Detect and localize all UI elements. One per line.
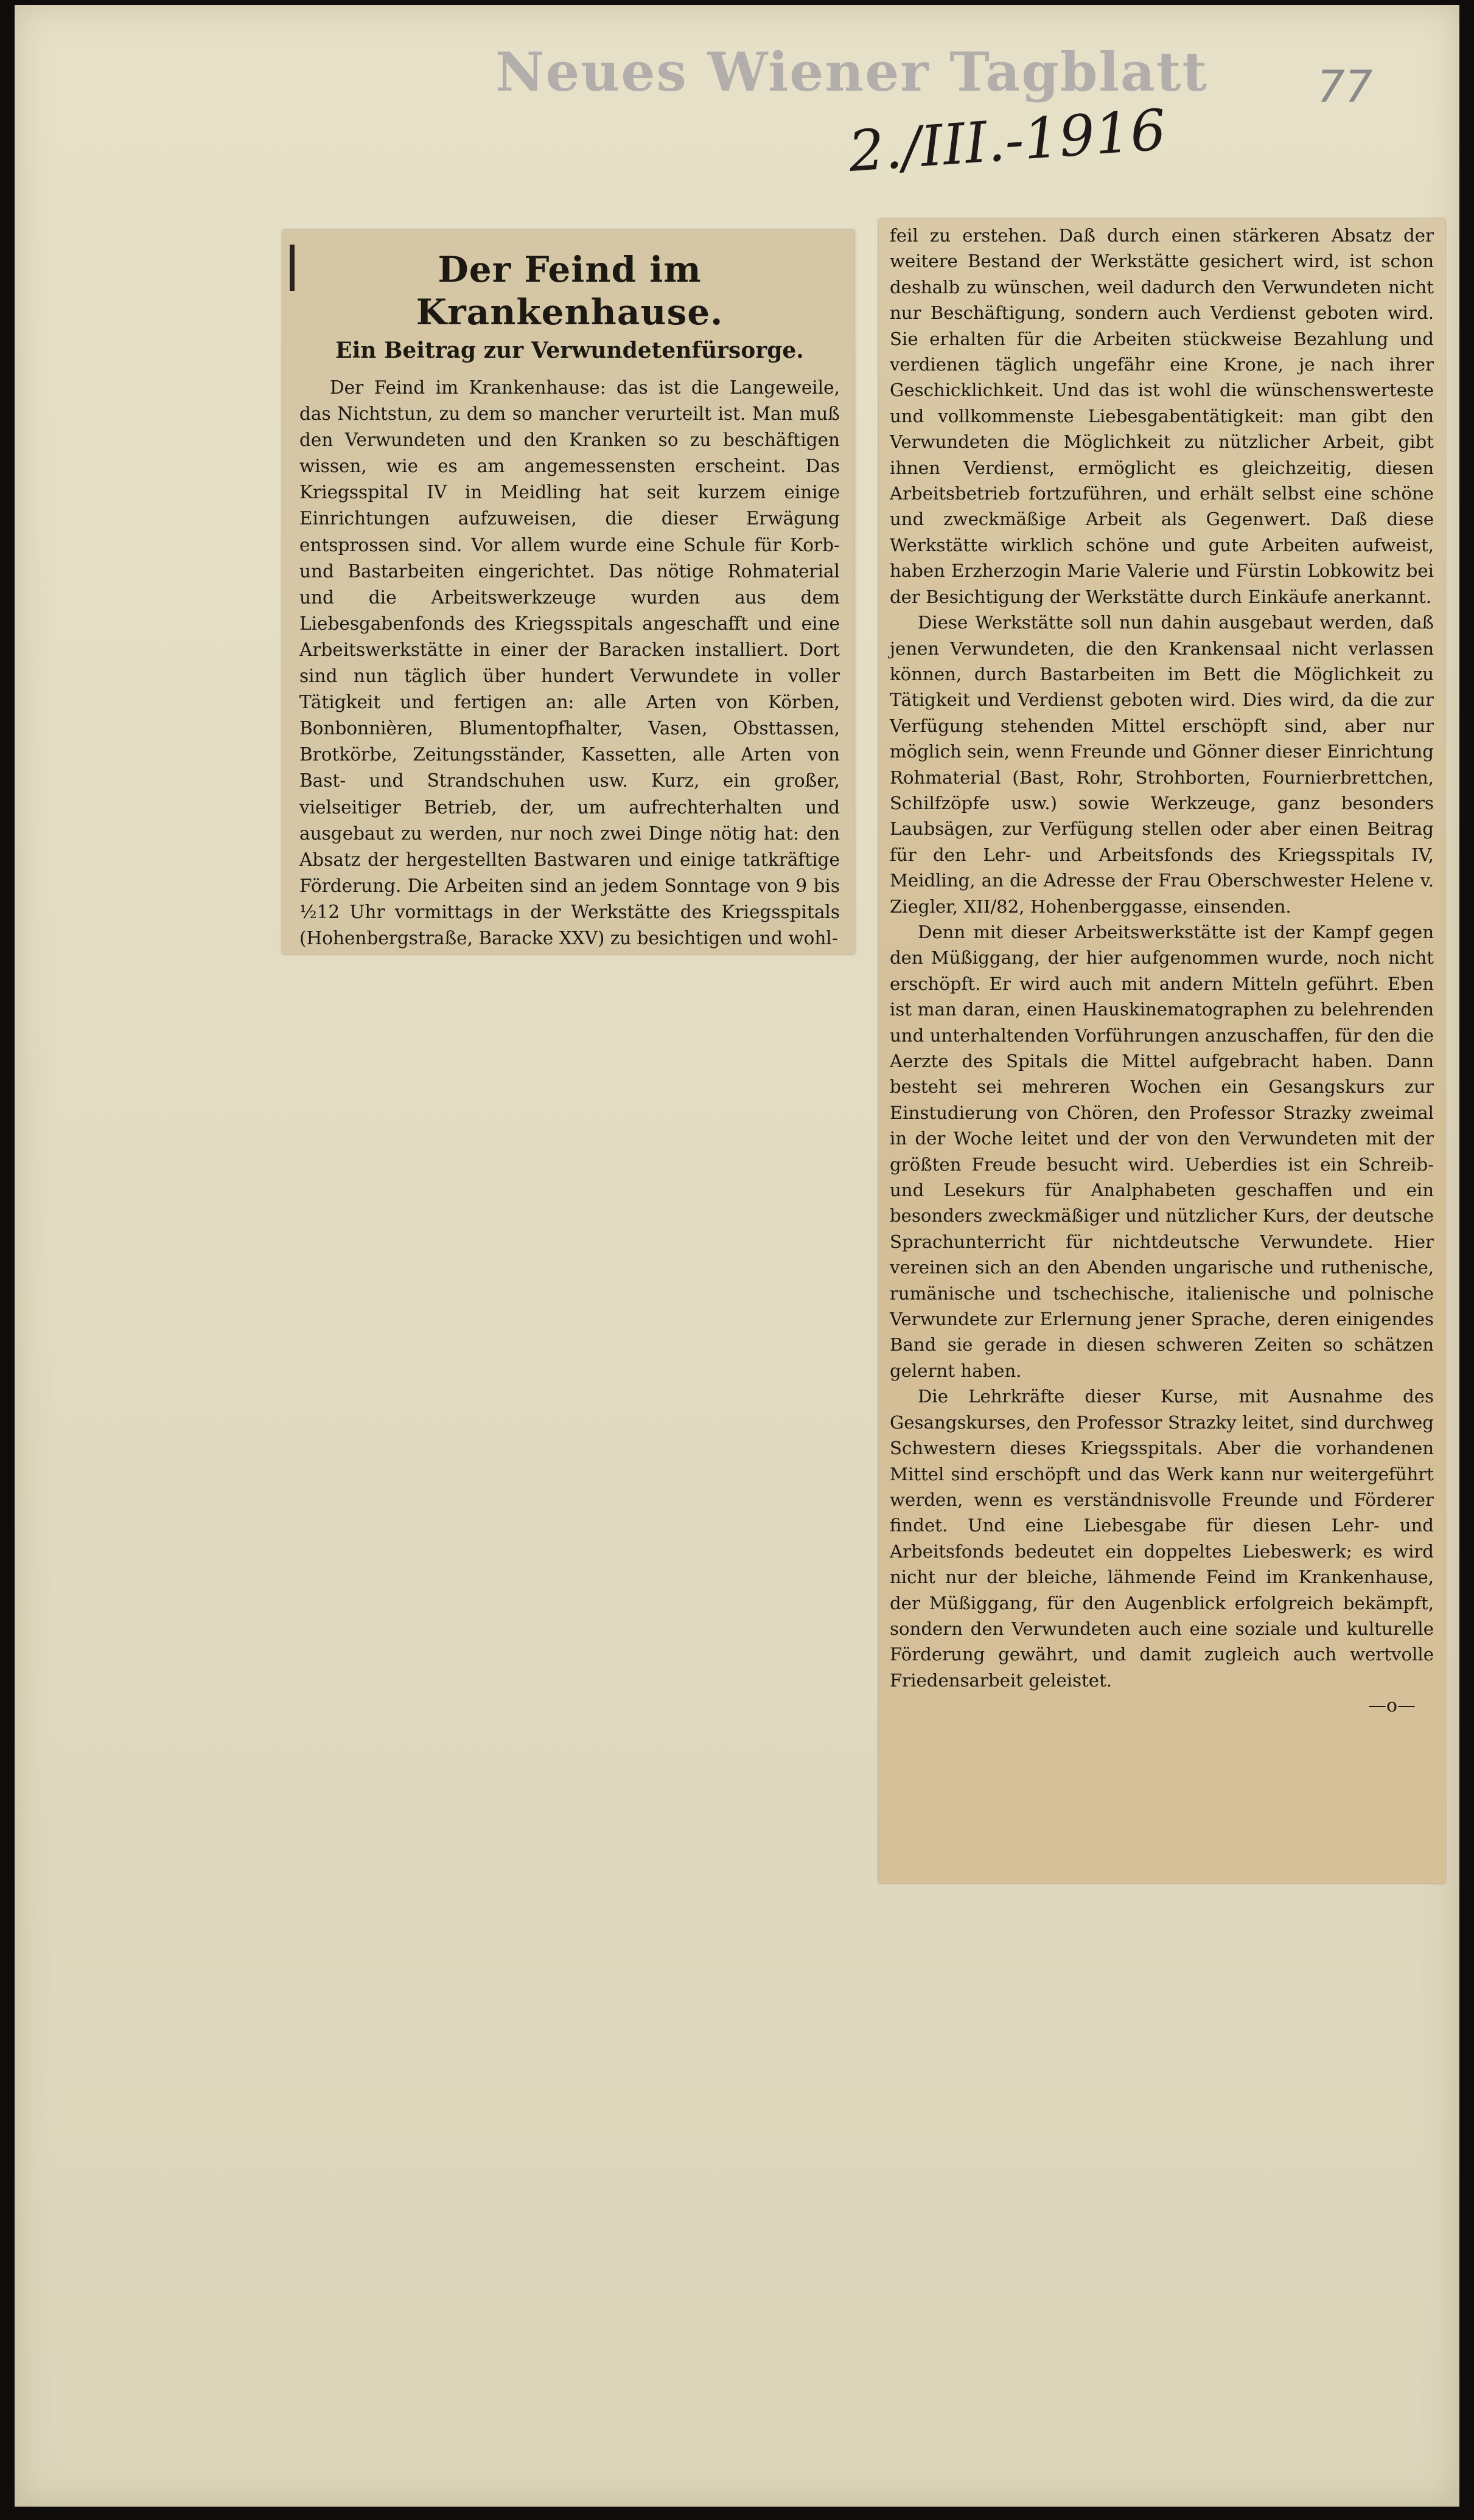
newspaper-stamp: Neues Wiener Tagblatt bbox=[495, 40, 1209, 103]
headline-rule bbox=[290, 245, 295, 291]
archive-sheet bbox=[15, 5, 1459, 2507]
right-paragraph: Die Lehrkräfte dieser Kurse, mit Ausnahme des Gesangskurses, den Professor Strazky leitet, sind durchweg Schwestern dieses Kriegsspitals. Aber die vorhandenen Mittel sind erschöpft und das Werk kann nur weitergeführt werden, wenn es verständnisvolle Freunde und Förderer findet. Und eine Liebesgabe für diesen Lehr- und Arbeitsfonds bedeutet ein doppeltes Liebeswerk; es wird nicht nur der bleiche, lähmende Feind im Krankenhause, der Müßiggang, für den Augenblick erfolgreich bekämpft, sondern den Verwundeten auch eine soziale und kulturelle Förderung gewährt, und damit zugleich auch wertvolle Friedensarbeit geleistet. bbox=[890, 1386, 1434, 1691]
article-headline: Der Feind im Krankenhause. bbox=[416, 249, 724, 333]
clipping-left-column bbox=[282, 230, 854, 954]
archive-number: 77 bbox=[1317, 61, 1373, 112]
clipping-right-column bbox=[879, 219, 1445, 1883]
left-paragraph: Der Feind im Krankenhause: das ist die Langeweile, das Nichtstun, zu dem so mancher verurteilt ist. Man muß den Verwundeten und den Kranken so zu beschäftigen wissen, wie es am angemessensten erscheint. Das Kriegsspital IV in Meidling hat seit kurzem einige Einrichtungen aufzuweisen, die dieser Erwägung entsprossen sind. Vor allem wurde eine Schule für Korb- und Bastarbeiten eingerichtet. Das nötige Rohmaterial und die Arbeitswerkzeuge wurden aus dem Liebesgabenfonds des Kriegsspitals angeschafft und eine Arbeitswerkstätte in einer der Baracken installiert. Dort sind nun täglich über hundert Verwundete in voller Tätigkeit und fertigen an: alle Arten von Körben, Bonbonnièren, Blumentopfhalter, Vasen, Obsttassen, Brotkörbe, Zeitungsständer, Kassetten, alle Arten von Bast- und Strandschuhen usw. Kurz, ein großer, vielseitiger Betrieb, der, um aufrechterhalten und ausgebaut zu werden, nur noch zwei Dinge nötig hat: den Absatz der hergestellten Bastwaren und einige tatkräftige Förderung. Die Arbeiten sind an jedem Sonntage von 9 bis ½12 Uhr vormittags in der Werkstätte des Kriegsspitals (Hohenbergstraße, Baracke XXV) zu besichtigen und wohl- bbox=[299, 377, 840, 948]
right-paragraph: feil zu erstehen. Daß durch einen stärkeren Absatz der weitere Bestand der Werkstätte gesichert wird, ist schon deshalb zu wünschen, weil dadurch den Verwundeten nicht nur Beschäftigung, sondern auch Verdienst geboten wird. Sie erhalten für die Arbeiten stückweise Bezahlung und verdienen täglich ungefähr eine Krone, je nach ihrer Geschicklichkeit. Und das ist wohl die wünschenswerteste und vollkommenste Liebesgabentätigkeit: man gibt den Verwundeten die Möglichkeit zu nützlicher Arbeit, gibt ihnen Verdienst, ermöglicht es gleichzeitig, diesen Arbeitsbetrieb fortzuführen, und erhält selbst eine schöne und zweckmäßige Arbeit als Gegenwert. Daß diese Werkstätte wirklich schöne und gute Arbeiten aufweist, haben Erzherzogin Marie Valerie und Fürstin Lobkowitz bei der Besichtigung der Werkstätte durch Einkäufe anerkannt. bbox=[890, 225, 1434, 607]
article-subheadline: Ein Beitrag zur Verwundetenfürsorge. bbox=[335, 338, 804, 363]
end-mark: —o— bbox=[1367, 1695, 1416, 1717]
right-column-text bbox=[890, 223, 1434, 1719]
left-column-text bbox=[299, 375, 840, 952]
right-paragraph: Denn mit dieser Arbeitswerkstätte ist der Kampf gegen den Müßiggang, der hier aufgenommen wurde, noch nicht erschöpft. Er wird auch mit andern Mitteln geführt. Eben ist man daran, einen Hauskinematographen zu belehrenden und unterhaltenden Vorführungen anzuschaffen, für den die Aerzte des Spitals die Mittel aufgebracht haben. Dann besteht sei mehreren Wochen ein Gesangskurs zur Einstudierung von Chören, den Professor Strazky zweimal in der Woche leitet und der von den Verwundeten mit der größten Freude besucht wird. Ueberdies ist ein Schreib- und Lesekurs für Analphabeten geschaffen und ein besonders zweckmäßiger und nützlicher Kurs, der deutsche Sprachunterricht für nichtdeutsche Verwundete. Hier vereinen sich an den Abenden ungarische und ruthenische, rumänische und tschechische, italienische und polnische Verwundete zur Erlernung jener Sprache, deren einigendes Band sie gerade in diesen schweren Zeiten so schätzen gelernt haben. bbox=[890, 921, 1434, 1381]
right-paragraph: Diese Werkstätte soll nun dahin ausgebaut werden, daß jenen Verwundeten, die den Krankensaal nicht verlassen können, durch Bastarbeiten im Bett die Möglichkeit zu Tätigkeit und Verdienst geboten wird. Dies wird, da die zur Verfügung stehenden Mittel erschöpft sind, aber nur möglich sein, wenn Freunde und Gönner dieser Einrichtung Rohmaterial (Bast, Rohr, Strohborten, Fournierbrettchen, Schilfzöpfe usw.) sowie Werkzeuge, ganz besonders Laubsägen, zur Verfügung stellen oder aber einen Beitrag für den Lehr- und Arbeitsfonds des Kriegsspitals IV, Meidling, an die Adresse der Frau Oberschwester Helene v. Ziegler, XII/82, Hohenberggasse, einsenden. bbox=[890, 612, 1434, 917]
handwritten-date: 2./III.-1916 bbox=[846, 97, 1168, 185]
